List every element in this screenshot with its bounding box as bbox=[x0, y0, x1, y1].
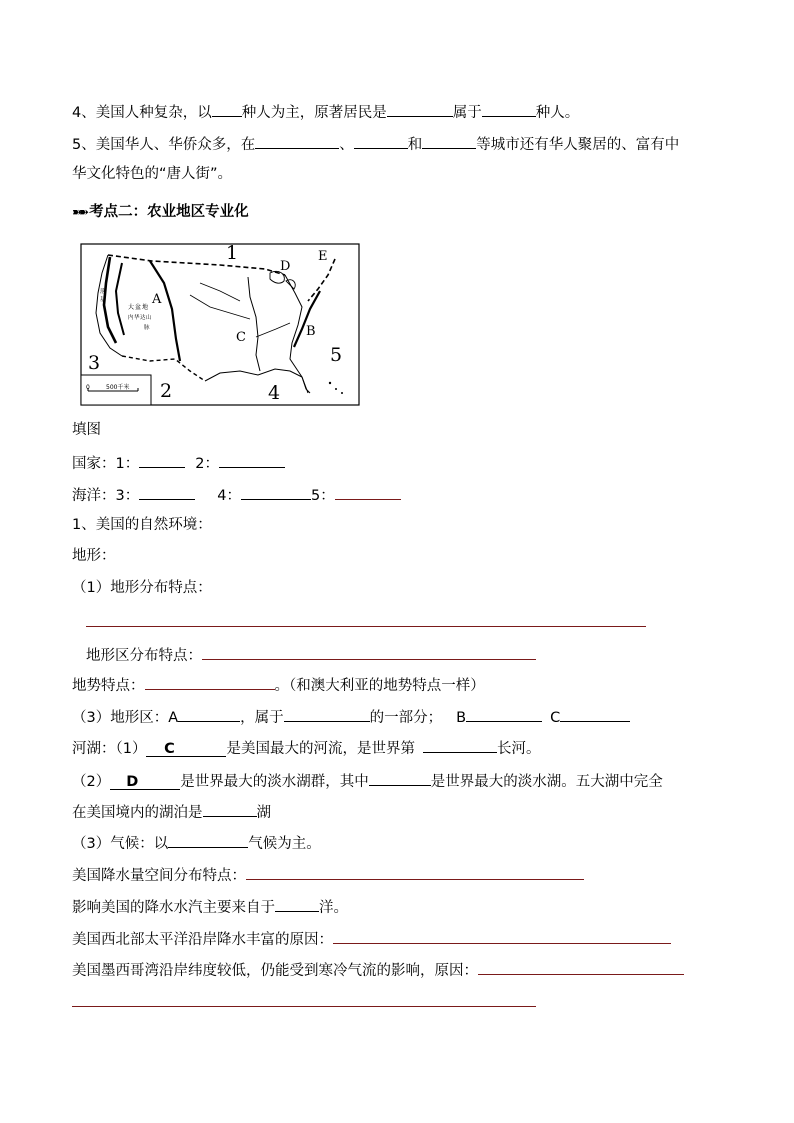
blank-nw[interactable] bbox=[333, 928, 671, 944]
terrain-heading: 地形： bbox=[72, 548, 116, 564]
lake-row-2: 在美国境内的湖泊是 湖 bbox=[72, 801, 271, 823]
map-label-A: A bbox=[152, 292, 162, 307]
map-small-10: 基 bbox=[100, 297, 106, 303]
question-5-line2: 华文化特色的“唐人街”。 bbox=[72, 166, 233, 182]
section-heading: ➽➽ 考点二：农业地区专业化 bbox=[72, 204, 249, 220]
map-label-2: 2 bbox=[160, 380, 173, 402]
mexico-row: 美国墨西哥湾沿岸纬度较低，仍能受到寒冷气流的影响，原因： bbox=[72, 959, 684, 981]
blank-ocean-5[interactable] bbox=[335, 484, 401, 500]
map-small-5: 华 bbox=[134, 315, 140, 321]
blank-us-lake[interactable] bbox=[203, 801, 257, 817]
lake-answer-D[interactable]: D bbox=[110, 772, 180, 790]
map-label-4: 4 bbox=[268, 382, 281, 404]
map-small-6: 达 bbox=[140, 315, 146, 321]
blank-A[interactable] bbox=[178, 706, 240, 722]
map-small-2: 盆 bbox=[135, 304, 142, 311]
blank-A-part[interactable] bbox=[284, 706, 370, 722]
blank-slope[interactable] bbox=[145, 674, 275, 690]
terrain-region-row: 地形区分布特点： bbox=[86, 644, 536, 666]
terrain-q3: （3）地形区：A ，属于 的一部分； B C bbox=[72, 706, 630, 728]
blank-city-2[interactable] bbox=[354, 133, 408, 149]
nw-row: 美国西北部太平洋沿岸降水丰富的原因： bbox=[72, 928, 671, 950]
question-4: 4、美国人种复杂，以 种人为主，原著居民是 属于 种人。 bbox=[72, 101, 579, 123]
lake-row: （2） D 是世界最大的淡水湖群，其中 是世界最大的淡水湖。五大湖中完全 bbox=[72, 770, 663, 792]
blank-precip[interactable] bbox=[246, 864, 584, 880]
map-label-D: D bbox=[280, 259, 291, 274]
blank-terrain-region[interactable] bbox=[202, 644, 536, 660]
blank-C[interactable] bbox=[560, 706, 630, 722]
blank-race-belong[interactable] bbox=[482, 101, 536, 117]
blank-ocean-4[interactable] bbox=[241, 484, 311, 500]
vapor-row: 影响美国的降水水汽主要来自于 洋。 bbox=[72, 896, 348, 918]
river-row: 河湖：（1） C 是美国最大的河流，是世界第 长河。 bbox=[72, 737, 540, 759]
arrow-icon: ➽➽ bbox=[72, 205, 87, 219]
blank-climate[interactable] bbox=[168, 832, 248, 848]
precip-row: 美国降水量空间分布特点： bbox=[72, 864, 584, 886]
map-label-3: 3 bbox=[88, 352, 101, 374]
map-small-7: 山 bbox=[146, 315, 152, 321]
country-row: 国家：1： 2： bbox=[72, 452, 285, 474]
blank-river-rank[interactable] bbox=[423, 737, 497, 753]
slope-row: 地势特点： 。（和澳大利亚的地势特点一样） bbox=[72, 674, 485, 696]
map-label-1: 1 bbox=[226, 243, 239, 264]
blank-country-1[interactable] bbox=[139, 452, 185, 468]
blank-B[interactable] bbox=[466, 706, 542, 722]
map-small-8: 脉 bbox=[144, 325, 150, 331]
answer-line-mexico[interactable] bbox=[72, 1006, 536, 1007]
map-label-E: E bbox=[318, 249, 328, 264]
question-5: 5、美国华人、华侨众多，在 、 和 等城市还有华人聚居的、富有中 bbox=[72, 133, 679, 155]
blank-native[interactable] bbox=[387, 101, 453, 117]
map-small-3: 地 bbox=[142, 304, 149, 311]
scale-zero: 0 bbox=[86, 384, 90, 391]
river-answer-C[interactable]: C bbox=[146, 739, 226, 757]
map-small-9: 落 bbox=[100, 289, 106, 295]
fill-map-heading: 填图 bbox=[72, 422, 101, 438]
answer-line-terrain[interactable] bbox=[86, 626, 646, 627]
blank-city-3[interactable] bbox=[422, 133, 476, 149]
usa-map bbox=[80, 243, 360, 406]
ocean-row: 海洋：3： 4： 5： bbox=[72, 484, 401, 506]
blank-largest-lake[interactable] bbox=[369, 770, 431, 786]
blank-vapor[interactable] bbox=[275, 896, 319, 912]
scale-label: 500千米 bbox=[106, 384, 130, 391]
map-small-4: 内 bbox=[128, 315, 134, 321]
env-heading: 1、美国的自然环境： bbox=[72, 517, 212, 533]
blank-race[interactable] bbox=[212, 101, 242, 117]
map-label-5: 5 bbox=[330, 344, 343, 366]
terrain-q1: （1）地形分布特点： bbox=[72, 580, 212, 596]
blank-mexico[interactable] bbox=[478, 959, 684, 975]
map-label-B: B bbox=[306, 324, 316, 339]
map-small-1: 大 bbox=[128, 304, 135, 311]
blank-city-1[interactable] bbox=[255, 133, 339, 149]
blank-ocean-3[interactable] bbox=[139, 484, 195, 500]
blank-country-2[interactable] bbox=[219, 452, 285, 468]
climate-row: （3）气候：以 气候为主。 bbox=[72, 832, 321, 854]
map-label-C: C bbox=[236, 330, 246, 345]
